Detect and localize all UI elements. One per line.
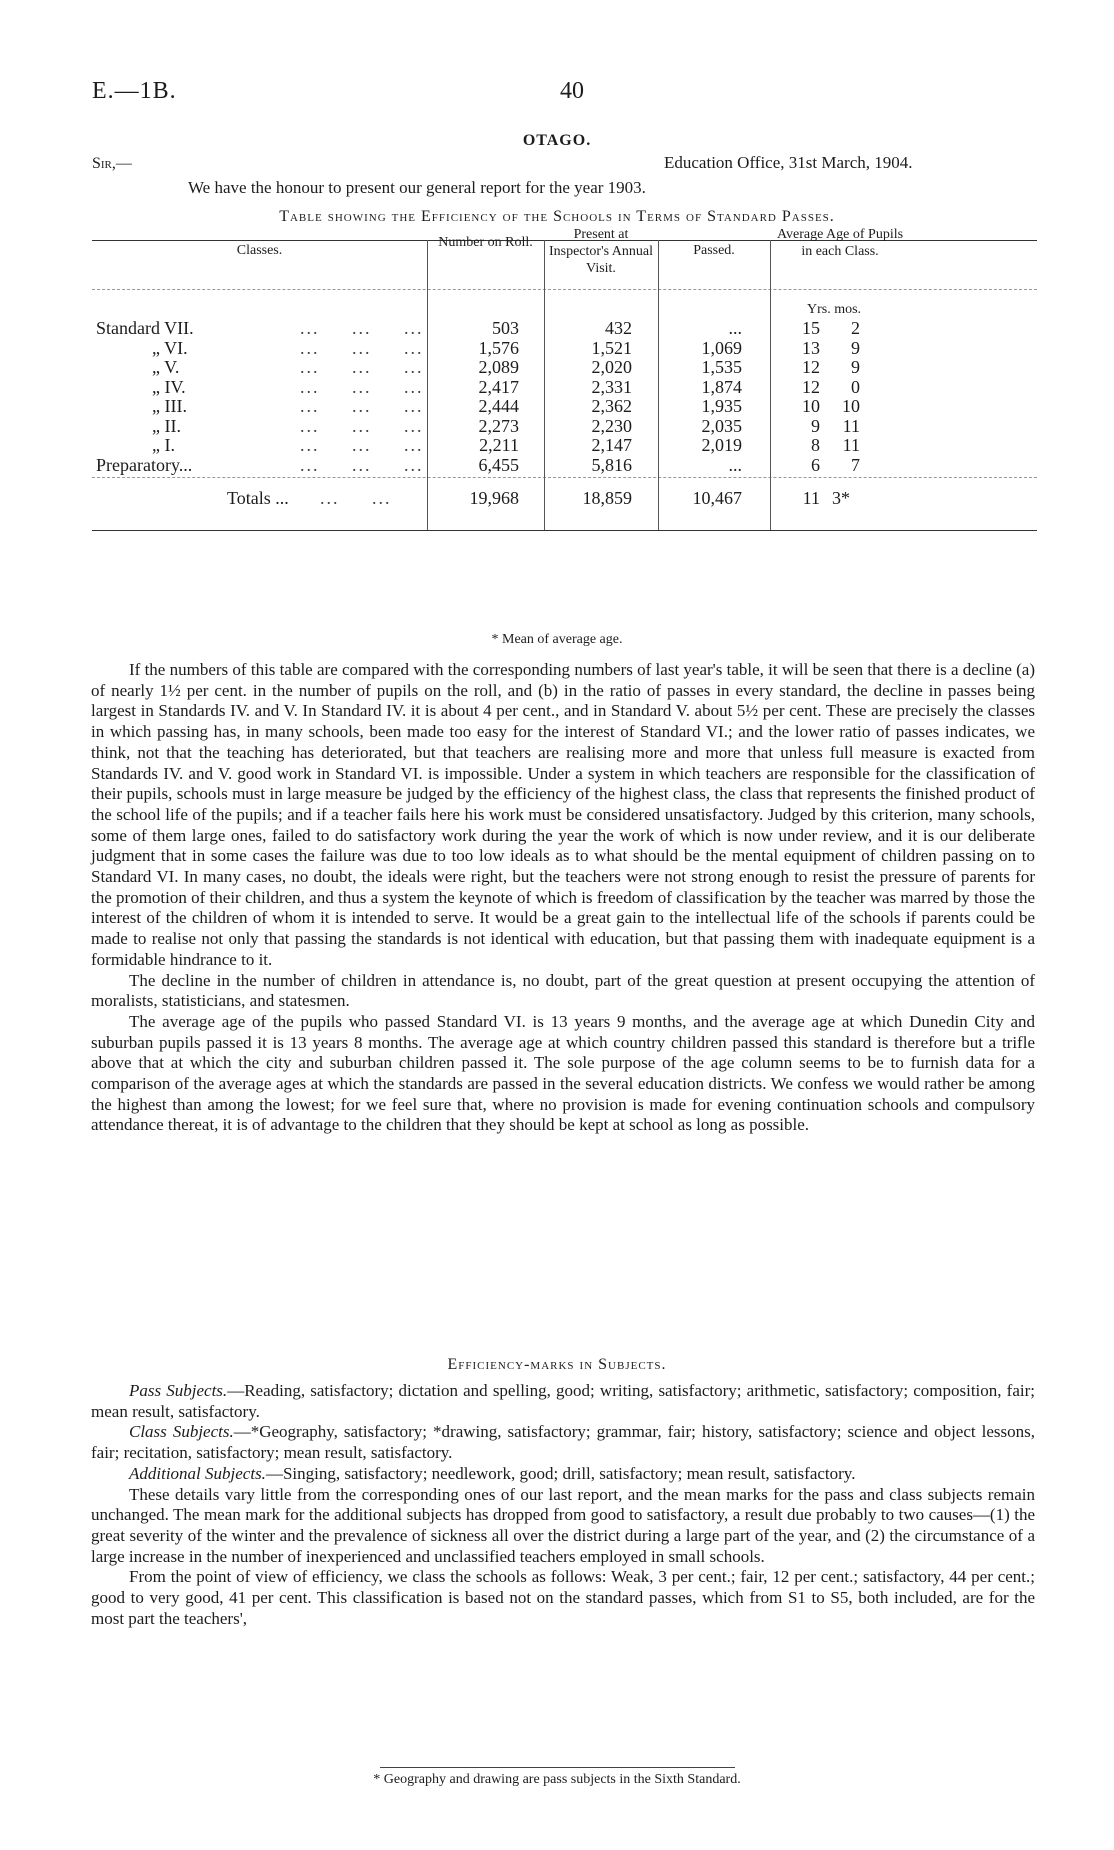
row-passed: 1,535	[701, 357, 742, 377]
row-present: 2,147	[591, 435, 632, 455]
paragraph: These details vary little from the corresponding ones of our last report, and the mean marks for the pass and class subjects remain unchanged. The mean mark for the additional subjects has dropped from good to satisfactory, a result due probably to two causes—(1) the great severity of the winter and the prevalence of sickness all over the district during a large part of the year, and (2) the circumstance of a large increase in the number of inexperienced and unclassified teachers employed in small schools.	[91, 1484, 1035, 1566]
row-mos: 10	[842, 396, 860, 416]
dateline: Education Office, 31st March, 1904.	[664, 153, 913, 172]
row-class: „ III.	[152, 396, 187, 416]
footnote-rule	[380, 1767, 735, 1768]
row-roll: 6,455	[478, 454, 519, 475]
salutation: Sir,—	[92, 155, 132, 172]
leader-dots: ... ... ...	[300, 357, 424, 377]
table-title: Table showing the Efficiency of the Schools in Terms of Standard Passes.	[279, 208, 835, 225]
row-class: „ I.	[152, 435, 175, 455]
row-yrs: 8	[811, 435, 820, 455]
row-yrs: 12	[802, 357, 820, 377]
row-roll: 2,211	[479, 435, 519, 455]
report-body-continued	[91, 1381, 1035, 1629]
row-passed: 2,019	[701, 435, 742, 455]
leader-dots: ... ... ...	[300, 318, 424, 338]
row-yrs: 10	[802, 396, 820, 416]
leader-dots: ... ... ...	[300, 415, 424, 436]
totals-present: 18,859	[582, 488, 632, 508]
row-present: 432	[605, 318, 632, 338]
row-mos: 11	[842, 415, 860, 436]
row-roll: 2,417	[478, 376, 519, 397]
header-roll: Number on Roll.	[438, 235, 533, 250]
age-units: Yrs. mos.	[807, 302, 862, 317]
report-body	[91, 660, 1035, 1136]
totals-yrs: 11	[802, 488, 820, 508]
subject-paragraph	[91, 1464, 1035, 1485]
row-yrs: 13	[802, 337, 820, 358]
row-class: Preparatory...	[96, 454, 193, 475]
leader-dots: ... ... ...	[300, 454, 424, 475]
row-yrs: 15	[802, 318, 820, 338]
row-class: Standard VII.	[96, 318, 194, 338]
row-roll: 503	[492, 318, 519, 338]
row-mos: 9	[851, 337, 860, 358]
leader-dots: ... ...	[320, 488, 392, 508]
header-present: Present at Inspector's Annual Visit.	[548, 227, 653, 276]
row-mos: 11	[842, 435, 860, 455]
paragraph: The decline in the number of children in attendance is, no doubt, part of the great question at present occupying the attention of moralists, statisticians, and statesmen.	[91, 970, 1035, 1011]
row-roll: 1,576	[478, 337, 519, 358]
row-mos: 9	[851, 357, 860, 377]
row-class: „ V.	[152, 357, 180, 377]
subject-label: Class Subjects.	[129, 1422, 234, 1442]
subject-label: Pass Subjects.	[129, 1381, 228, 1400]
paragraph: If the numbers of this table are compared with the corresponding numbers of last year's table, it will be seen that there is a decline (a) of nearly 1½ per cent. in the number of pupils on the roll, and (b) in the ratio of passes in every standard, the decline in passes being largest in Standards IV. and V. In Standard IV. it is about 4 per cent., and in Standard V. about 5½ per cent. These are precisely the classes in which passing has, in many schools, been made too easy for the interest of Standard VI.; and the lower ratio of passes indicates, we think, not that the teaching has deteriorated, but that teachers are realising more and more that unless full measure is exacted from Standards IV. and V. good work in Standard VI. is impossible. Under a system in which teachers are responsible for the classification of their pupils, schools must in large measure be judged by the efficiency of the highest class, the class that represents the finished product of the school life of the pupils; and if a teacher fails here his work must be considered unsatisfactory. Judged by this criterion, many schools, some of them large ones, failed to do satisfactory work during the year the work of which is now under review, and it is our deliberate judgment that in some cases the failure was due to too low ideals as to what should be the mental equipment of children passing on to Standard VI. In many cases, no doubt, the ideals were right, but the teachers were not strong enough to resist the pressure of parents for the promotion of their children, and thus a system the keynote of which is freedom of classification by the teacher was marred by those the interest of the children of whom it is intended to serve. It would be a great gain to the intellectual life of the schools if parents could be made to realise not only that passing the standards is not identical with education, but that passing them with inadequate equipment is a formidable hindrance to it.	[91, 660, 1035, 969]
row-yrs: 9	[811, 415, 820, 436]
row-present: 2,331	[591, 376, 632, 397]
table-bottom-rule	[92, 530, 1037, 531]
row-present: 2,020	[591, 357, 632, 377]
row-passed: 2,035	[701, 415, 742, 436]
subject-text: —Reading, satisfactory; dictation and spelling, good; writing, satisfactory; arithmetic, satisfactory; composition, fair; mean result, satisfactory.	[91, 1381, 1035, 1421]
header-age: Average Age of Pupils in each Class.	[776, 227, 904, 259]
row-passed: ...	[728, 318, 742, 338]
row-roll: 2,089	[478, 357, 519, 377]
row-passed: 1,069	[701, 337, 742, 358]
passes-table	[92, 227, 1037, 620]
row-yrs: 6	[811, 454, 820, 475]
header-passed: Passed.	[693, 243, 735, 258]
row-roll: 2,273	[478, 415, 519, 436]
row-class: „ II.	[152, 415, 181, 436]
row-present: 1,521	[591, 337, 632, 358]
table-row	[92, 455, 1037, 477]
page-footnote: * Geography and drawing are pass subjects in the Sixth Standard.	[373, 1772, 741, 1787]
leader-dots: ... ... ...	[300, 435, 424, 455]
section-title: Efficiency-marks in Subjects.	[447, 1356, 667, 1373]
totals-passed: 10,467	[692, 488, 742, 508]
row-class: „ VI.	[152, 337, 188, 358]
subject-paragraph	[91, 1422, 1035, 1463]
row-class: „ IV.	[152, 376, 186, 397]
row-roll: 2,444	[478, 396, 519, 416]
row-mos: 0	[851, 376, 860, 397]
totals-rule	[92, 477, 1037, 478]
paragraph: From the point of view of efficiency, we class the schools as follows: Weak, 3 per cent.; fair, 12 per cent.; satisfactory, 44 per cent.; good to very good, 41 per cent. This classification is based not on the standard passes, which from S1 to S5, both included, are for the most part the teachers',	[91, 1567, 1035, 1628]
leader-dots: ... ... ...	[300, 396, 424, 416]
subject-paragraph	[91, 1381, 1035, 1422]
region-title: OTAGO.	[522, 132, 592, 149]
leader-dots: ... ... ...	[300, 376, 424, 397]
row-mos: 7	[851, 454, 860, 475]
row-mos: 2	[851, 318, 860, 338]
totals-label: Totals ...	[227, 488, 289, 508]
intro-line: We have the honour to present our general report for the year 1903.	[188, 178, 646, 197]
page-number: 40	[560, 78, 584, 104]
report-reference: E.—1B.	[92, 78, 177, 104]
row-present: 2,362	[591, 396, 632, 416]
header-classes: Classes.	[236, 243, 283, 258]
leader-dots: ... ... ...	[300, 337, 424, 358]
row-yrs: 12	[802, 376, 820, 397]
totals-row	[92, 488, 1037, 510]
totals-mos: 3*	[832, 488, 850, 508]
row-passed: ...	[728, 454, 742, 475]
row-passed: 1,874	[701, 376, 742, 397]
subject-text: —Singing, satisfactory; needlework, good; drill, satisfactory; mean result, satisfactory.	[265, 1463, 856, 1483]
row-present: 2,230	[591, 415, 632, 436]
subject-label: Additional Subjects.	[129, 1463, 266, 1483]
paragraph: The average age of the pupils who passed Standard VI. is 13 years 9 months, and the average age at which Dunedin City and suburban pupils passed it is 13 years 8 months. The average age at which country children passed this standard is therefore but a trifle above that at which the city and suburban children passed it. The sole purpose of the age column seems to be to furnish data for a comparison of the average ages at which the standards are passed in the several education districts. We confess we would rather be among the highest than among the lowest; for we feel sure that, where no provision is made for evening continuation schools and compulsory attendance thereat, it is of advantage to the children that they should be kept at school as long as possible.	[91, 1011, 1035, 1135]
row-present: 5,816	[591, 454, 632, 475]
table-footnote: * Mean of average age.	[491, 632, 623, 647]
subject-text: —*Geography, satisfactory; *drawing, satisfactory; grammar, fair; history, satisfactory; science and object lessons, fair; recitation, satisfactory; mean result, satisfactory.	[91, 1422, 1035, 1463]
totals-roll: 19,968	[469, 488, 519, 508]
header-rule	[92, 289, 1037, 290]
row-passed: 1,935	[701, 396, 742, 416]
